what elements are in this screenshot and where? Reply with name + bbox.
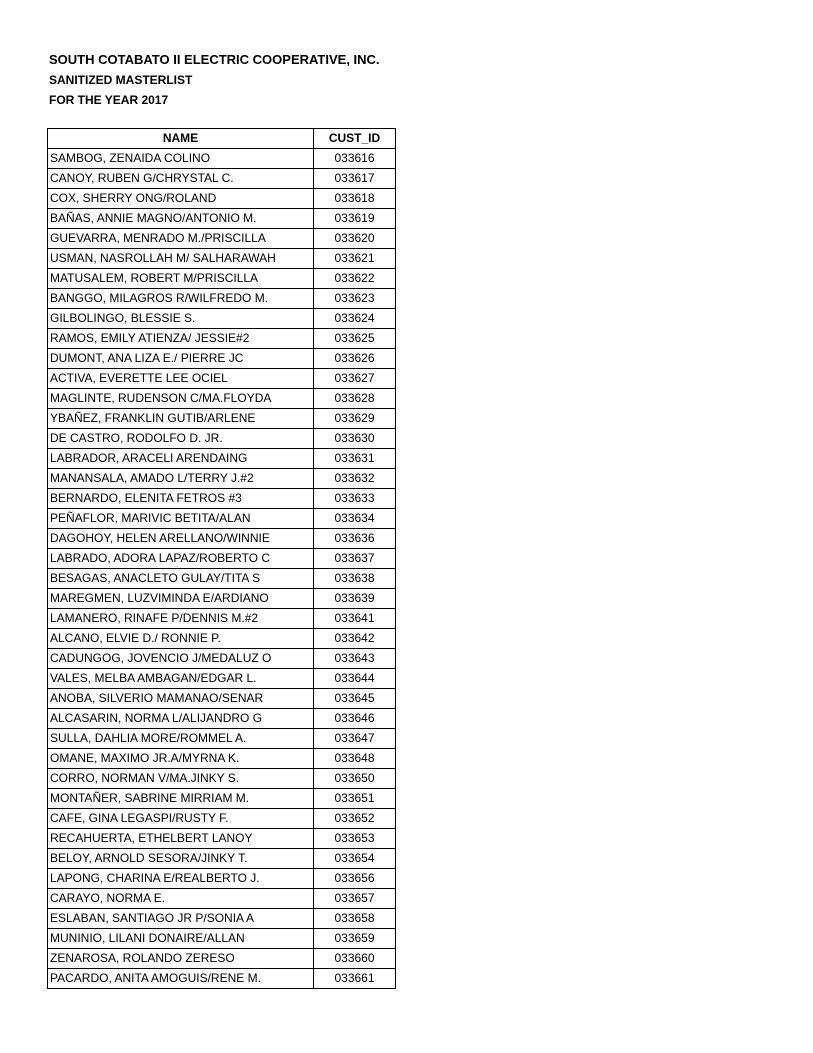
table-row [48,149,396,169]
customer-name-cell: DUMONT, ANA LIZA E./ PIERRE JC [48,349,314,369]
customer-id-cell: 033630 [314,429,396,449]
customer-name-cell: SAMBOG, ZENAIDA COLINO [48,149,314,169]
customer-id-cell: 033626 [314,349,396,369]
table-row [48,969,396,989]
customer-name-cell: OMANE, MAXIMO JR.A/MYRNA K. [48,749,314,769]
customer-name-cell: SULLA, DAHLIA MORE/ROMMEL A. [48,729,314,749]
customer-id-cell: 033637 [314,549,396,569]
customer-id-cell: 033652 [314,809,396,829]
customer-name-cell: ANOBA, SILVERIO MAMANAO/SENAR [48,689,314,709]
table-row [48,329,396,349]
customer-id-cell: 033641 [314,609,396,629]
customer-id-cell: 033627 [314,369,396,389]
customer-id-cell: 033650 [314,769,396,789]
table-row [48,249,396,269]
customer-name-cell: BANGGO, MILAGROS R/WILFREDO M. [48,289,314,309]
customer-id-cell: 033618 [314,189,396,209]
customer-id-cell: 033628 [314,389,396,409]
customer-name-cell: MATUSALEM, ROBERT M/PRISCILLA [48,269,314,289]
table-row [48,589,396,609]
table-row [48,229,396,249]
customer-id-cell: 033624 [314,309,396,329]
customer-id-cell: 033617 [314,169,396,189]
customer-name-cell: CARAYO, NORMA E. [48,889,314,909]
table-body [48,149,396,989]
table-row [48,429,396,449]
table-row [48,169,396,189]
table-row [48,449,396,469]
customer-id-cell: 033639 [314,589,396,609]
customer-name-cell: CADUNGOG, JOVENCIO J/MEDALUZ O [48,649,314,669]
customer-name-cell: LABRADO, ADORA LAPAZ/ROBERTO C [48,549,314,569]
table-row [48,389,396,409]
customer-name-cell: BELOY, ARNOLD SESORA/JINKY T. [48,849,314,869]
table-row [48,749,396,769]
table-row [48,209,396,229]
customer-name-cell: BERNARDO, ELENITA FETROS #3 [48,489,314,509]
table-row [48,909,396,929]
customer-id-cell: 033623 [314,289,396,309]
customer-name-cell: CORRO, NORMAN V/MA.JINKY S. [48,769,314,789]
customer-name-cell: ALCASARIN, NORMA L/ALIJANDRO G [48,709,314,729]
document-subtitle: SANITIZED MASTERLIST [49,73,193,87]
table-row [48,789,396,809]
customer-id-cell: 033625 [314,329,396,349]
customer-id-cell: 033642 [314,629,396,649]
customer-id-cell: 033619 [314,209,396,229]
customer-name-cell: CAFE, GINA LEGASPI/RUSTY F. [48,809,314,829]
customer-id-cell: 033646 [314,709,396,729]
customer-id-cell: 033634 [314,509,396,529]
table-row [48,829,396,849]
customer-id-cell: 033661 [314,969,396,989]
table-row [48,889,396,909]
customer-name-cell: LAMANERO, RINAFE P/DENNIS M.#2 [48,609,314,629]
customer-id-cell: 033658 [314,909,396,929]
customer-name-cell: MUNINIO, LILANI DONAIRE/ALLAN [48,929,314,949]
customer-name-cell: MAGLINTE, RUDENSON C/MA.FLOYDA [48,389,314,409]
table-row [48,949,396,969]
customer-id-cell: 033657 [314,889,396,909]
customer-id-cell: 033631 [314,449,396,469]
table-row [48,409,396,429]
customer-name-cell: MAREGMEN, LUZVIMINDA E/ARDIANO [48,589,314,609]
customer-id-cell: 033653 [314,829,396,849]
customer-name-cell: VALES, MELBA AMBAGAN/EDGAR L. [48,669,314,689]
customer-name-cell: COX, SHERRY ONG/ROLAND [48,189,314,209]
customer-name-cell: YBAÑEZ, FRANKLIN GUTIB/ARLENE [48,409,314,429]
table-row [48,189,396,209]
customer-name-cell: DE CASTRO, RODOLFO D. JR. [48,429,314,449]
table-row [48,729,396,749]
customer-id-cell: 033629 [314,409,396,429]
customer-name-cell: GILBOLINGO, BLESSIE S. [48,309,314,329]
table-row [48,649,396,669]
customer-id-cell: 033648 [314,749,396,769]
customer-id-cell: 033621 [314,249,396,269]
customer-id-cell: 033620 [314,229,396,249]
customer-id-cell: 033660 [314,949,396,969]
table-row [48,469,396,489]
table-row [48,349,396,369]
table-row [48,929,396,949]
customer-name-cell: ACTIVA, EVERETTE LEE OCIEL [48,369,314,389]
customer-name-cell: ALCANO, ELVIE D./ RONNIE P. [48,629,314,649]
table-row [48,509,396,529]
customer-id-cell: 033616 [314,149,396,169]
document-year: FOR THE YEAR 2017 [49,93,169,107]
table-row [48,529,396,549]
company-name: SOUTH COTABATO II ELECTRIC COOPERATIVE, INC. [49,52,380,67]
table-row [48,689,396,709]
customer-id-cell: 033647 [314,729,396,749]
customer-name-cell: ESLABAN, SANTIAGO JR P/SONIA A [48,909,314,929]
table-row [48,369,396,389]
column-header-cust-id: CUST_ID [314,129,396,149]
customer-name-cell: ZENAROSA, ROLANDO ZERESO [48,949,314,969]
customer-id-cell: 033645 [314,689,396,709]
customer-name-cell: PEÑAFLOR, MARIVIC BETITA/ALAN [48,509,314,529]
customer-name-cell: USMAN, NASROLLAH M/ SALHARAWAH [48,249,314,269]
table-row [48,569,396,589]
table-row [48,849,396,869]
document-header [49,50,380,110]
customer-name-cell: CANOY, RUBEN G/CHRYSTAL C. [48,169,314,189]
customer-id-cell: 033638 [314,569,396,589]
customer-name-cell: DAGOHOY, HELEN ARELLANO/WINNIE [48,529,314,549]
table-row [48,769,396,789]
customer-id-cell: 033654 [314,849,396,869]
customer-id-cell: 033632 [314,469,396,489]
table-row [48,309,396,329]
table-row [48,289,396,309]
customer-id-cell: 033643 [314,649,396,669]
customer-id-cell: 033644 [314,669,396,689]
customer-name-cell: MANANSALA, AMADO L/TERRY J.#2 [48,469,314,489]
table-row [48,709,396,729]
customer-name-cell: LAPONG, CHARINA E/REALBERTO J. [48,869,314,889]
customer-id-cell: 033659 [314,929,396,949]
customer-id-cell: 033656 [314,869,396,889]
table-header-row [48,129,396,149]
table-row [48,489,396,509]
customer-name-cell: LABRADOR, ARACELI ARENDAING [48,449,314,469]
table-row [48,269,396,289]
table-row [48,609,396,629]
customer-name-cell: MONTAÑER, SABRINE MIRRIAM M. [48,789,314,809]
table-row [48,549,396,569]
customer-name-cell: BESAGAS, ANACLETO GULAY/TITA S [48,569,314,589]
customer-id-cell: 033622 [314,269,396,289]
customer-name-cell: RECAHUERTA, ETHELBERT LANOY [48,829,314,849]
customer-name-cell: BAÑAS, ANNIE MAGNO/ANTONIO M. [48,209,314,229]
column-header-name: NAME [48,129,314,149]
customer-name-cell: GUEVARRA, MENRADO M./PRISCILLA [48,229,314,249]
table-row [48,629,396,649]
customer-id-cell: 033636 [314,529,396,549]
table-row [48,809,396,829]
masterlist-table [47,128,396,989]
table-row [48,669,396,689]
customer-id-cell: 033651 [314,789,396,809]
customer-name-cell: RAMOS, EMILY ATIENZA/ JESSIE#2 [48,329,314,349]
table-row [48,869,396,889]
customer-id-cell: 033633 [314,489,396,509]
customer-name-cell: PACARDO, ANITA AMOGUIS/RENE M. [48,969,314,989]
